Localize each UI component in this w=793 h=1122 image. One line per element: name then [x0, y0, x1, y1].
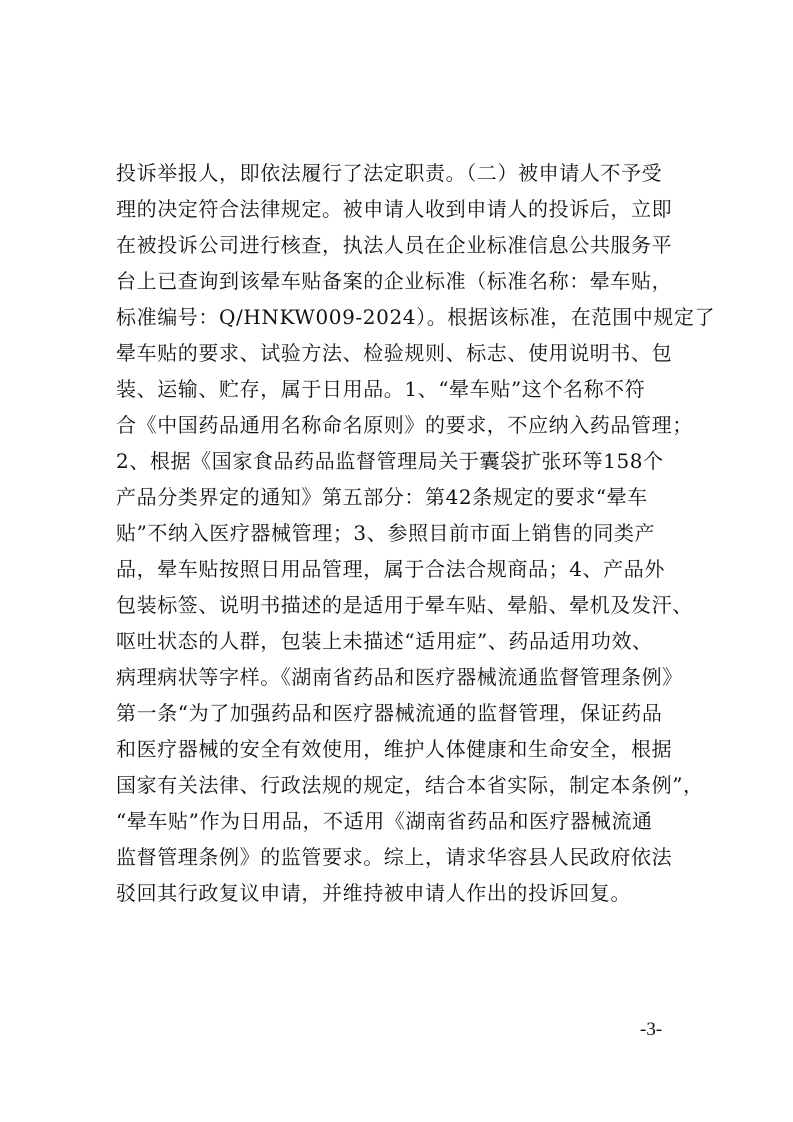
text-line: 在被投诉公司进行核查，执法人员在企业标准信息公共服务平: [116, 233, 673, 257]
text-line: 病理病状等字样。《湖南省药品和医疗器械流通监督管理条例》: [116, 665, 683, 689]
text-line: 第一条“为了加强药品和医疗器械流通的监督管理，保证药品: [116, 701, 663, 725]
text-line: 理的决定符合法律规定。被申请人收到申请人的投诉后，立即: [116, 197, 673, 221]
text-line: 贴”不纳入医疗器械管理；3、参照目前市面上销售的同类产: [116, 521, 656, 545]
page-number: -3-: [640, 1019, 663, 1040]
text-line: “晕车贴”作为日用品，不适用《湖南省药品和医疗器械流通: [116, 809, 653, 833]
text-line: 和医疗器械的安全有效使用，维护人体健康和生命安全，根据: [116, 737, 673, 761]
text-line: 合《中国药品通用名称命名原则》的要求，不应纳入药品管理；: [116, 413, 693, 437]
text-line: 品，晕车贴按照日用品管理，属于合法合规商品；4、产品外: [116, 557, 665, 581]
body-text: [116, 155, 716, 911]
text-line: 国家有关法律、行政法规的规定，结合本省实际，制定本条例”，: [116, 773, 704, 797]
text-line: 晕车贴的要求、试验方法、检验规则、标志、使用说明书、包: [116, 341, 673, 365]
text-line: 装、运输、贮存，属于日用品。1、“晕车贴”这个名称不符: [116, 377, 646, 401]
text-line: 2、根据《国家食品药品监督管理局关于囊袋扩张环等158个: [116, 449, 664, 473]
text-line: 监督管理条例》的监管要求。综上，请求华容县人民政府依法: [116, 845, 673, 869]
text-line: 驳回其行政复议申请，并维持被申请人作出的投诉回复。: [116, 881, 631, 905]
text-line: 标准编号：Q/HNKW009-2024）。根据该标准，在范围中规定了: [116, 305, 716, 329]
text-line: 包装标签、说明书描述的是适用于晕车贴、晕船、晕机及发汗、: [116, 593, 693, 617]
text-line: 投诉举报人，即依法履行了法定职责。（二）被申请人不予受: [116, 161, 663, 185]
text-line: 台上已查询到该晕车贴备案的企业标准（标准名称：晕车贴，: [116, 269, 673, 293]
text-line: 产品分类界定的通知》第五部分：第42条规定的要求“晕车: [116, 485, 648, 509]
text-line: 呕吐状态的人群，包装上未描述“适用症”、药品适用功效、: [116, 629, 653, 653]
